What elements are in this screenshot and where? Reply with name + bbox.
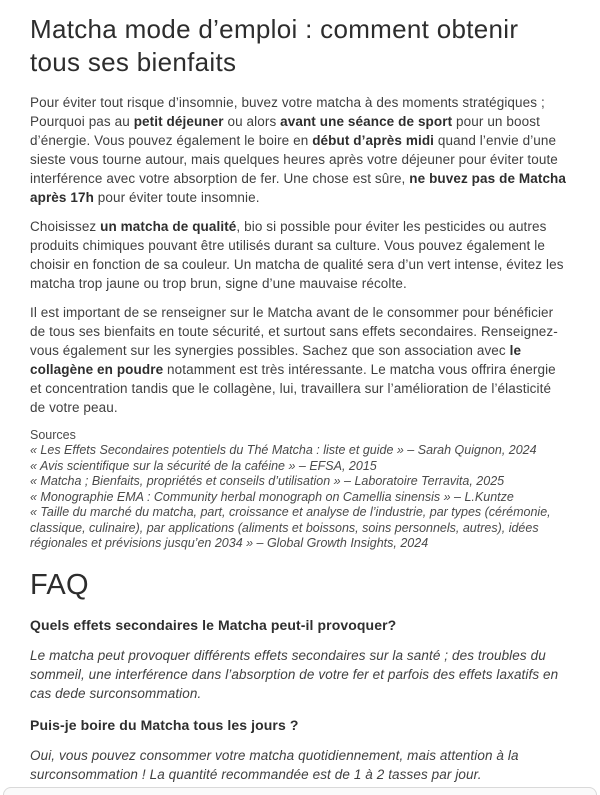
article-paragraph: Pour éviter tout risque d’insomnie, buvez votre matcha à des moments stratégiques ; Pourquoi pas au petit déjeuner ou alors avant une séance de sport pour un boost d’énergie. Vous pouvez également le boire en début d’après midi quand l’envie d’une sieste vous tourne autour, mais quelques heures après votre déjeuner pour éviter toute interférence avec votre absorption de fer. Une chose est sûre, ne buvez pas de Matcha après 17h pour éviter toute insomnie. [30, 95, 567, 205]
source-citation: « Avis scientifique sur la sécurité de la caféine » – EFSA, 2015 [30, 458, 377, 473]
sources-list [30, 443, 570, 552]
article-body [30, 93, 570, 417]
next-section-edge [3, 787, 597, 795]
faq-answer: Oui, vous pouvez consommer votre matcha quotidiennement, mais attention à la surconsommation ! La quantité recommandée est de 1 à 2 tasses par jour. [30, 747, 519, 782]
page-title: Matcha mode d’emploi : comment obtenir tous ses bienfaits [30, 14, 519, 77]
faq-question: Quels effets secondaires le Matcha peut-il provoquer? [30, 616, 397, 633]
source-citation: « Monographie EMA : Community herbal monograph on Camellia sinensis » – L.Kuntze [30, 489, 514, 504]
sources-section [30, 427, 570, 552]
source-citation: « Matcha ; Bienfaits, propriétés et conseils d’utilisation » – Laboratoire Terravita, 2025 [30, 474, 505, 488]
article-paragraph: Il est important de se renseigner sur le Matcha avant de le consommer pour bénéficier de tous ses bienfaits en toute sécurité, et surtout sans effets secondaires. Renseignez-vous également sur les synergies possibles. Sachez que son association avec le collagène en poudre notamment est très intéressante. Le matcha vous offrira énergie et concentration tandis que le collagène, lui, travaillera sur l’amélioration de l’élasticité de votre peau. [30, 305, 558, 415]
faq-list [30, 616, 570, 784]
source-citation: « Les Effets Secondaires potentiels du Thé Matcha : liste et guide » – Sarah Quignon, 2024 [30, 443, 537, 457]
faq-answer: Le matcha peut provoquer différents effets secondaires sur la santé ; des troubles du sommeil, une interférence dans l’absorption de votre fer et parfois des effets laxatifs en cas dede surconsommation. [30, 647, 559, 701]
faq-heading: FAQ [30, 568, 89, 601]
faq-question: Puis-je boire du Matcha tous les jours ? [30, 716, 299, 733]
source-citation: « Taille du marché du matcha, part, croissance et analyse de l’industrie, par types (cérémonie, classique, culinaire), par applications (aliments et boissons, soins personnels, autres), idées régionales et prévisions jusqu’en 2034 » – Global Growth Insights, 2024 [30, 505, 551, 550]
sources-label: Sources [30, 428, 76, 442]
article-paragraph: Choisissez un matcha de qualité, bio si possible pour éviter les pesticides ou autres produits chimiques pouvant être utilisés durant sa culture. Vous pouvez également le choisir en fonction de sa couleur. Un matcha de qualité sera d’un vert intense, évitez les matcha trop jaune ou trop brun, signe d’une mauvaise récolte. [30, 219, 564, 291]
